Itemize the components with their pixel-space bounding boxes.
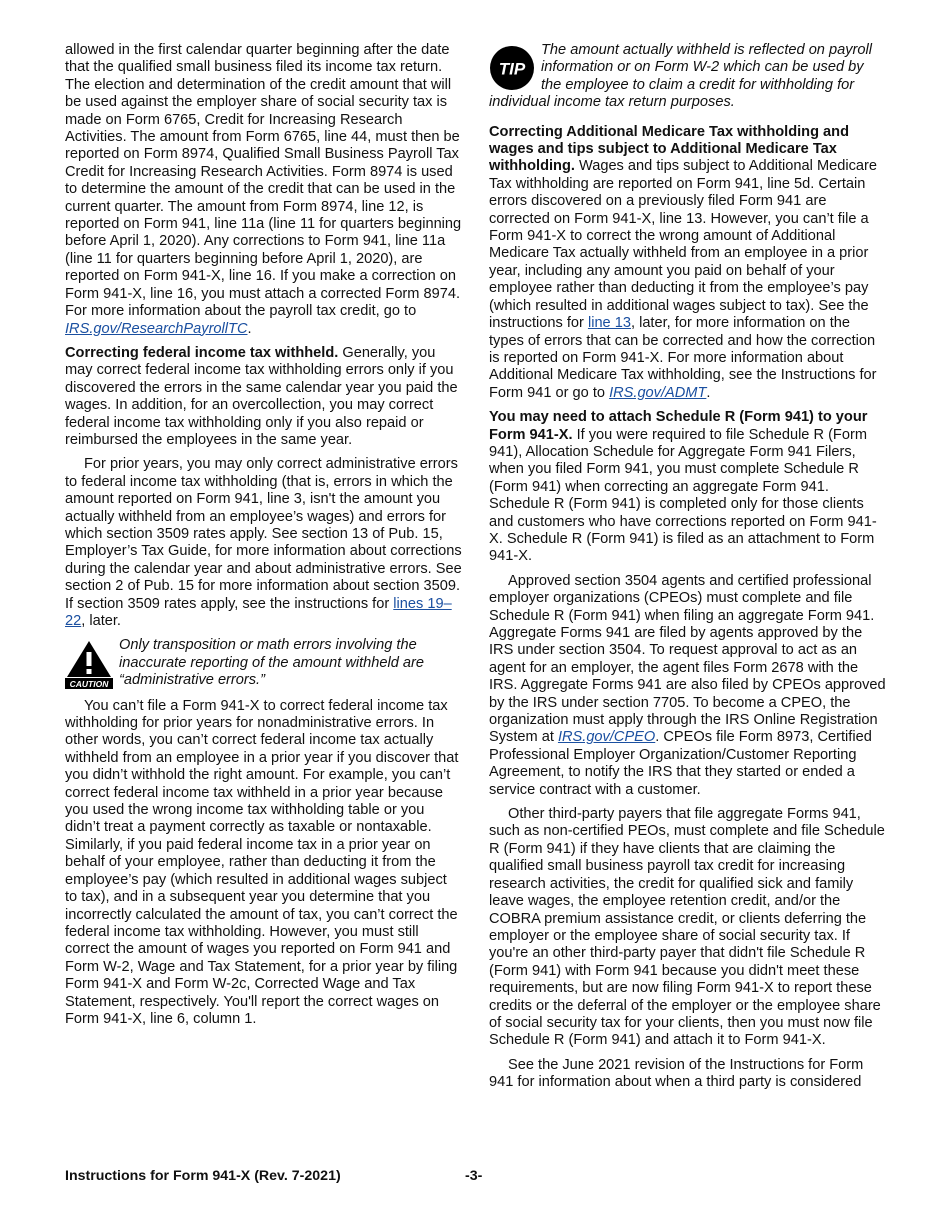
link-irs-cpeo[interactable]: IRS.gov/CPEO bbox=[557, 729, 656, 746]
section-heading-additional-medicare: Correcting Additional Medicare Tax withholding and wages and tips subject to Additional Medicare Tax withholding. bbox=[489, 123, 849, 175]
paragraph-june-2021-revision: See the June 2021 revision of the Instructions for Form 941 for information about when a third party is considered bbox=[489, 1056, 864, 1091]
paragraph-prior-years: For prior years, you may only correct administrative errors to federal income tax withholding (that is, errors in which the amount reported on Form 941, line 3, isn't the amount you actually withheld from an employee’s wages) and errors for which section 3509 rates apply. See section 13 of Pub. 15, Employer’s Tax Guide, for more information about corrections during the calendar year and about administrative errors. See section 2 of Pub. 15 for more information about section 3509. If section 3509 rates apply, see the instructions for lines 19–22, later. bbox=[65, 456, 462, 629]
section-heading-schedule-r: You may need to attach Schedule R (Form 941) to your Form 941-X. bbox=[489, 409, 868, 443]
paragraph-third-party-payers: Other third-party payers that file aggregate Forms 941, such as non-certified PEOs, must complete and file Schedule R (Form 941) if they have clients that are claiming the qualified small business payroll tax credit for increasing research activities, the credit for qualified sick and family leave wages, the employee retention credit, and/or the COBRA premium assistance credit, or clients deferring the employer or the employee share of social security tax. If you're an other third-party payer that didn't file Schedule R (Form 941) with Form 941 because you didn't meet these requirements, but are now filing Form 941-X to report these credits or the deferral of the employer or the employee share of social security tax for your clients, then you must now file Schedule R (Form 941) and attach it to Form 941-X. bbox=[489, 806, 885, 1049]
tip-note bbox=[489, 42, 886, 112]
link-irs-admt[interactable]: IRS.gov/ADMT bbox=[609, 384, 707, 401]
paragraph-correcting-federal-income-tax: Correcting federal income tax withheld. Generally, you may correct federal income tax withholding errors only if you discovered the errors in the same calendar year you paid the wages. In addition, for an overcollection, you may correct federal income tax withholding only if you also repaid or reimbursed the employees in the same year. bbox=[65, 344, 458, 448]
tip-text: The amount actually withheld is reflected on payroll information or on Form W-2 which can be used by the employee to claim a credit for withholding for individual income tax return purposes. bbox=[489, 42, 872, 111]
section-heading-federal-income-tax: Correcting federal income tax withheld. bbox=[65, 344, 339, 361]
link-lines-19-22[interactable]: lines 19–22 bbox=[65, 595, 452, 629]
paragraph-additional-medicare-tax: Correcting Additional Medicare Tax withholding and wages and tips subject to Additional Medicare Tax withholding. Wages and tips subject to Additional Medicare Tax withholding are reported on Form 941, line 5d. Certain errors discovered on a previously filed Form 941 are corrected on Form 941-X, line 13. However, you can’t file a Form 941-X to correct the wrong amount of Additional Medicare Tax actually withheld from an employee in a prior year, including any amount you paid on behalf of your employee rather than deducting it from the employee’s pay (which resulted in additional wages subject to tax). See the instructions for line 13, later, for more information on the types of errors that can be corrected and how the correction is reported on Form 941-X. For more information about Additional Medicare Tax withholding, see the Instructions for Form 941 or go to IRS.gov/ADMT. bbox=[489, 123, 877, 401]
link-irs-research-payroll-tc[interactable]: IRS.gov/ResearchPayrollTC bbox=[65, 320, 248, 337]
footer-page-number: -3- bbox=[465, 1168, 483, 1184]
tip-icon bbox=[489, 45, 535, 91]
footer-document-title: Instructions for Form 941-X (Rev. 7-2021) bbox=[65, 1168, 341, 1184]
tip-label: TIP bbox=[498, 59, 526, 79]
paragraph-payroll-tax-credit: allowed in the first calendar quarter beginning after the date that the qualified small business filed its income tax return. The election and determination of the credit amount that will be used against the employer share of social security tax is made on Form 6765, Credit for Increasing Research Activities. The amount from Form 6765, line 44, must then be reported on Form 8974, Qualified Small Business Payroll Tax Credit for Increasing Research Activities. Form 8974 is used to determine the amount of the credit that can be used in the current quarter. The amount from Form 8974, line 12, is reported on Form 941, line 11a (line 11 for quarters beginning before April 1, 2020). Any corrections to Form 941, line 11a (line 11 for quarters beginning before April 1, 2020), are reported on Form 941-X, line 16. If you make a correction on Form 941-X, line 16, you must attach a corrected Form 8974. For more information about the payroll tax credit, go to IRS.gov/ResearchPayrollTC. bbox=[65, 42, 462, 337]
paragraph-schedule-r: You may need to attach Schedule R (Form 941) to your Form 941-X. If you were required to file Schedule R (Form 941), Allocation Schedule for Aggregate Form 941 Filers, when you filed Form 941, you must complete Schedule R (Form 941) when correcting an aggregate Form 941. Schedule R (Form 941) is completed only for those clients and customers who have corrections reported on Form 941-X. Schedule R (Form 941) is filed as an attachment to Form 941-X. bbox=[489, 409, 877, 565]
link-line-13[interactable]: line 13 bbox=[587, 315, 631, 332]
paragraph-nonadministrative-errors: You can’t file a Form 941-X to correct federal income tax withholding for prior years for nonadministrative errors. In other words, you can’t correct federal income tax actually withheld from an employee in a prior year if you discover that you didn’t withhold the right amount. For example, you can’t correct federal income tax withheld in a prior year because you used the wrong income tax withholding table or you didn’t treat a payment correctly as taxable or nontaxable. Similarly, if you paid federal income tax in a prior year on behalf of your employee, rather than deducting it from the employee’s pay (which resulted in additional wages subject to tax), and in a subsequent year you determine that you incorrectly calculated the amount of tax, you can’t correct the federal income tax withholding. However, you must still correct the amount of wages you reported on Form 941 and Form W-2, Wage and Tax Statement, for a prior year by filing Form 941-X and Form W-2c, Corrected Wage and Tax Statement, respectively. You'll report the correct wages on Form 941-X, line 6, column 1. bbox=[65, 697, 459, 1027]
caution-note bbox=[65, 637, 462, 689]
left-column bbox=[65, 42, 462, 1035]
caution-label: CAUTION bbox=[69, 679, 109, 690]
caution-text: Only transposition or math errors involving the inaccurate reporting of the amount withheld are “administrative errors.” bbox=[119, 637, 425, 689]
caution-icon bbox=[65, 639, 113, 689]
paragraph-section-3504-agents: Approved section 3504 agents and certified professional employer organizations (CPEOs) must complete and file Schedule R (Form 941) when filing an aggregate Form 941. Aggregate Forms 941 are filed by agents approved by the IRS under section 3504. To request approval to act as an agent for an employer, the agent files Form 2678 with the IRS. Aggregate Forms 941 are also filed by CPEOs approved by the IRS under section 7705. To become a CPEO, the organization must apply through the IRS Online Registration System at IRS.gov/CPEO. CPEOs file Form 8973, Certified Professional Employer Organization/Customer Reporting Agreement, to notify the IRS that they started or ended a service contract with a customer. bbox=[489, 572, 886, 798]
right-column bbox=[489, 42, 886, 1099]
